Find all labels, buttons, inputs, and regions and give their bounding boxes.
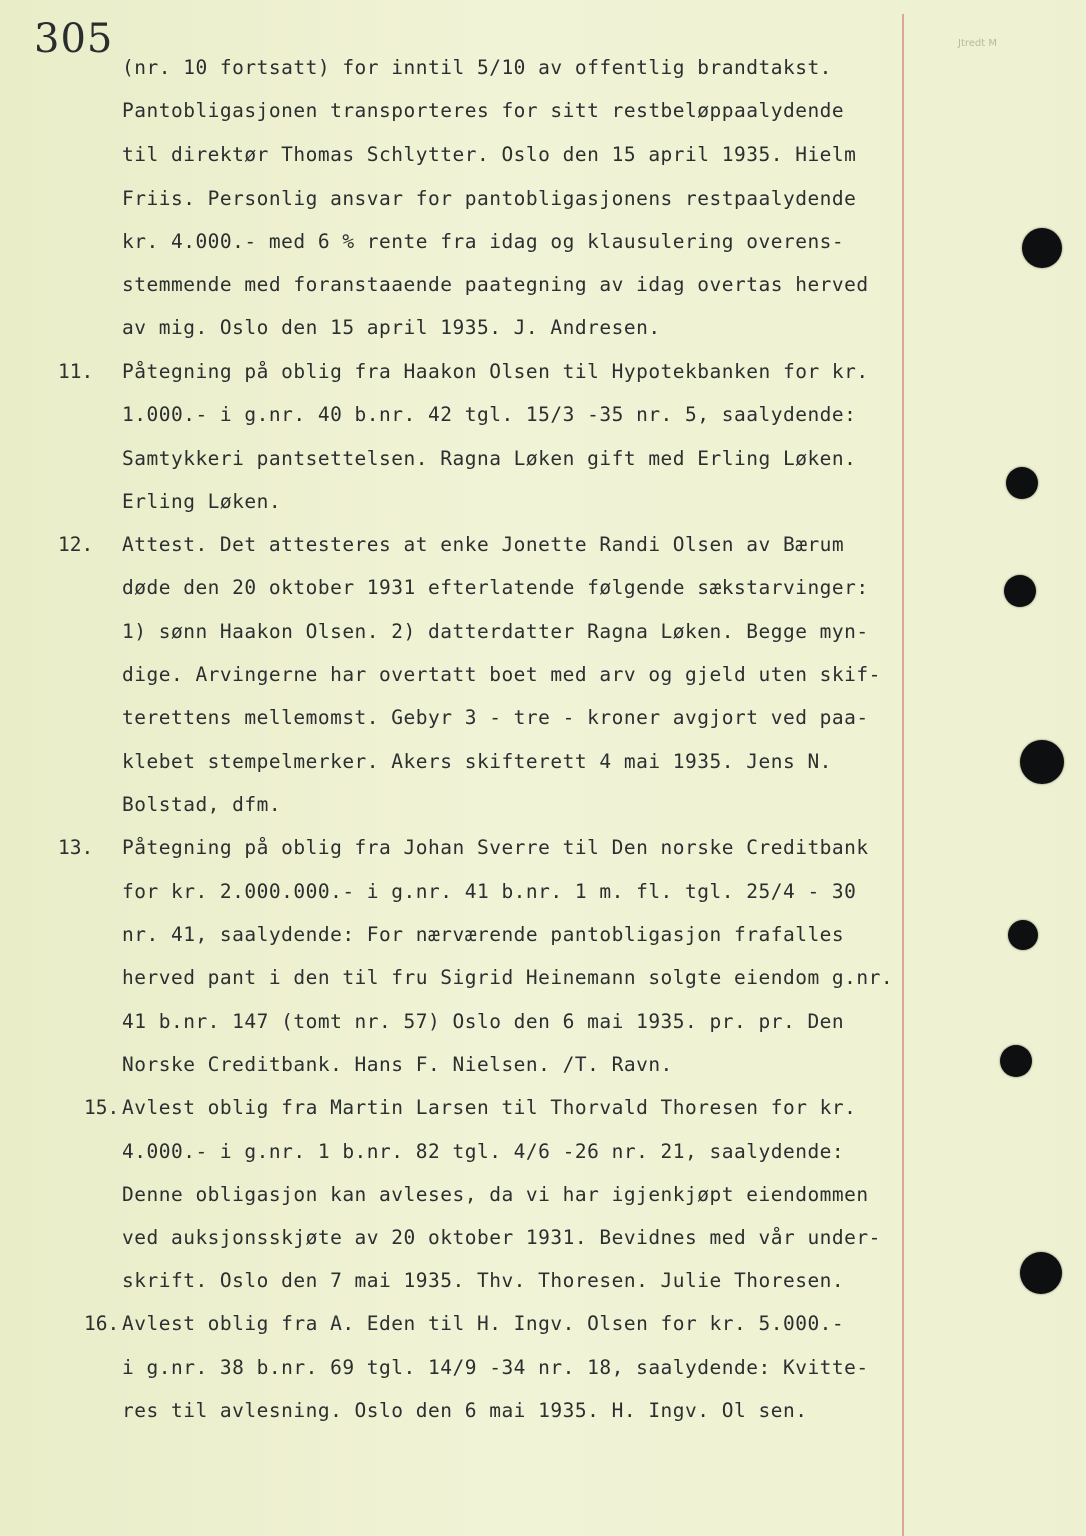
text-line: i g.nr. 38 b.nr. 69 tgl. 14/9 -34 nr. 18, saalydende: Kvitte- (122, 1356, 869, 1379)
entry-number: 11. (58, 360, 94, 383)
text-line: Friis. Personlig ansvar for pantobligasjonens restpaalydende (122, 187, 857, 210)
text-line: 4.000.- i g.nr. 1 b.nr. 82 tgl. 4/6 -26 nr. 21, saalydende: (122, 1140, 845, 1163)
text-line: nr. 41, saalydende: For nærværende pantobligasjon frafalles (122, 923, 845, 946)
text-line: 41 b.nr. 147 (tomt nr. 57) Oslo den 6 mai 1935. pr. pr. Den (122, 1010, 845, 1033)
margin-rule (902, 14, 904, 1536)
text-line: av mig. Oslo den 15 april 1935. J. Andresen. (122, 316, 661, 339)
text-line: Bolstad, dfm. (122, 793, 282, 816)
text-line: kr. 4.000.- med 6 % rente fra idag og klausulering overens- (122, 230, 845, 253)
text-line: terettens mellemomst. Gebyr 3 - tre - kroner avgjort ved paa- (122, 706, 869, 729)
text-line: Attest. Det attesteres at enke Jonette Randi Olsen av Bærum (122, 533, 845, 556)
text-line: ved auksjonsskjøte av 20 oktober 1931. Bevidnes med vår under- (122, 1226, 881, 1249)
text-line: Pantobligasjonen transporteres for sitt restbeløppaalydende (122, 99, 845, 122)
text-line: klebet stempelmerker. Akers skifterett 4 mai 1935. Jens N. (122, 750, 832, 773)
binder-hole (1000, 1045, 1032, 1077)
entry-number: 15. (84, 1096, 120, 1119)
text-line: døde den 20 oktober 1931 efterlatende følgende sækstarvinger: (122, 576, 869, 599)
binder-hole (1020, 1252, 1062, 1294)
text-line: Denne obligasjon kan avleses, da vi har igjenkjøpt eiendommen (122, 1183, 869, 1206)
text-line: Erling Løken. (122, 490, 282, 513)
text-line: stemmende med foranstaaende paategning av idag overtas herved (122, 273, 869, 296)
text-line: 1.000.- i g.nr. 40 b.nr. 42 tgl. 15/3 -35 nr. 5, saalydende: (122, 403, 857, 426)
text-line: (nr. 10 fortsatt) for inntil 5/10 av offentlig brandtakst. (122, 56, 832, 79)
text-line: skrift. Oslo den 7 mai 1935. Thv. Thoresen. Julie Thoresen. (122, 1269, 845, 1292)
text-line: Påtegning på oblig fra Haakon Olsen til Hypotekbanken for kr. (122, 360, 869, 383)
binder-hole (1020, 740, 1064, 784)
binder-hole (1006, 467, 1038, 499)
text-line: Norske Creditbank. Hans F. Nielsen. /T. Ravn. (122, 1053, 673, 1076)
binder-hole (1004, 575, 1036, 607)
entry-number: 12. (58, 533, 94, 556)
page-number: 305 (34, 16, 114, 62)
text-line: Avlest oblig fra A. Eden til H. Ingv. Olsen for kr. 5.000.- (122, 1312, 845, 1335)
text-line: til direktør Thomas Schlytter. Oslo den 15 april 1935. Hielm (122, 143, 857, 166)
entry-number: 13. (58, 836, 94, 859)
text-line: res til avlesning. Oslo den 6 mai 1935. H. Ingv. Ol sen. (122, 1399, 808, 1422)
text-line: Avlest oblig fra Martin Larsen til Thorvald Thoresen for kr. (122, 1096, 857, 1119)
text-line: dige. Arvingerne har overtatt boet med arv og gjeld uten skif- (122, 663, 881, 686)
entry-number: 16. (84, 1312, 120, 1335)
text-line: 1) sønn Haakon Olsen. 2) datterdatter Ragna Løken. Begge myn- (122, 620, 869, 643)
corner-stamp: Jtredt M (958, 38, 997, 49)
binder-hole (1008, 920, 1038, 950)
binder-hole (1022, 228, 1062, 268)
text-line: herved pant i den til fru Sigrid Heinemann solgte eiendom g.nr. (122, 966, 894, 989)
text-line: Påtegning på oblig fra Johan Sverre til Den norske Creditbank (122, 836, 869, 859)
text-line: Samtykkeri pantsettelsen. Ragna Løken gift med Erling Løken. (122, 447, 857, 470)
text-line: for kr. 2.000.000.- i g.nr. 41 b.nr. 1 m. fl. tgl. 25/4 - 30 (122, 880, 857, 903)
